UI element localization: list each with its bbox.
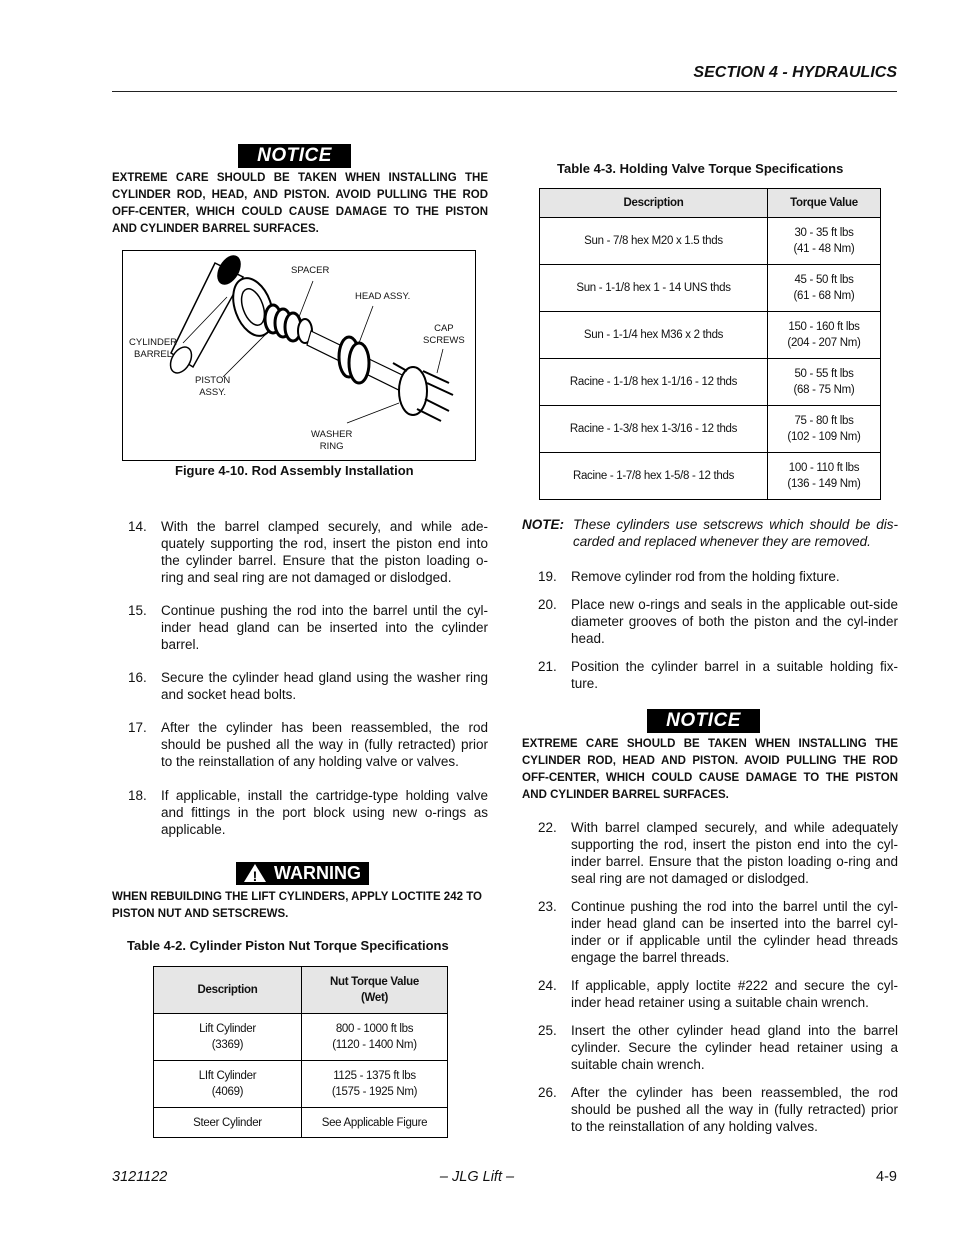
- note-text: These cylinders use setscrews which should be dis-carded and replaced whenever they are removed.: [573, 517, 898, 549]
- step-number: 16.: [128, 670, 147, 685]
- table-4-2: [153, 966, 448, 1138]
- step-text: Remove cylinder rod from the holding fixture.: [571, 569, 840, 584]
- step-number: 21.: [538, 659, 557, 674]
- table-cell: 150 - 160 ft lbs (204 - 207 Nm): [768, 312, 881, 359]
- table-cell: 1125 - 1375 ft lbs (1575 - 1925 Nm): [302, 1061, 448, 1108]
- table-header-row: [540, 189, 881, 218]
- step-number: 18.: [128, 788, 147, 803]
- table-cell: 75 - 80 ft lbs (102 - 109 Nm): [768, 406, 881, 453]
- table-row: [540, 265, 881, 312]
- table-row: [540, 312, 881, 359]
- table-4-3-caption: Table 4-3. Holding Valve Torque Specifications: [557, 161, 844, 176]
- table-4-3: [539, 188, 881, 500]
- table-header-cell: Torque Value: [768, 189, 881, 218]
- footer-center: – JLG Lift –: [439, 1169, 515, 1185]
- step-text: If applicable, apply loctite #222 and secure the cyl-inder head retainer using a suitable chain wrench.: [571, 978, 898, 1010]
- step-text: Insert the other cylinder head gland into the barrel cylinder. Secure the cylinder head retainer using a suitable chain wrench.: [571, 1023, 898, 1072]
- warning-label: [236, 862, 369, 885]
- label-piston-assy: PISTON ASSY.: [195, 375, 231, 398]
- step-number: 24.: [538, 978, 557, 993]
- warning-text: WHEN REBUILDING THE LIFT CYLINDERS, APPLY LOCTITE 242 TO PISTON NUT AND SETSCREWS.: [112, 891, 482, 920]
- figure-caption: Figure 4-10. Rod Assembly Installation: [175, 463, 414, 478]
- step-text: Continue pushing the rod into the barrel until the cyl-inder head gland can be inserted into the cylinder barrel.: [161, 603, 488, 652]
- page-number: 4-9: [876, 1169, 897, 1185]
- step-text: After the cylinder has been reassembled, the rod should be pushed all the way in (fully retracted) prior to the reinstallation of any holding valve or valves.: [161, 720, 488, 769]
- table-4-2-caption: Table 4-2. Cylinder Piston Nut Torque Specifications: [127, 938, 449, 953]
- step-number: 23.: [538, 899, 557, 914]
- table-header-row: [154, 967, 448, 1014]
- table-row: [154, 1108, 448, 1138]
- table-row: [540, 359, 881, 406]
- step-text: Position the cylinder barrel in a suitable holding fix-ture.: [571, 659, 898, 691]
- table-cell: 30 - 35 ft lbs (41 - 48 Nm): [768, 218, 881, 265]
- header-rule: [112, 91, 897, 92]
- table-cell: 50 - 55 ft lbs (68 - 75 Nm): [768, 359, 881, 406]
- step-number: 25.: [538, 1023, 557, 1038]
- table-row: [154, 1014, 448, 1061]
- table-cell: Steer Cylinder: [154, 1108, 302, 1138]
- table-cell: Racine - 1-7/8 hex 1-5/8 - 12 thds: [540, 453, 768, 500]
- label-cylinder-barrel: CYLINDER BARREL: [129, 337, 178, 360]
- section-title: SECTION 4 - HYDRAULICS: [693, 64, 897, 81]
- note-label: NOTE:: [522, 517, 564, 532]
- table-header-cell: Nut Torque Value (Wet): [302, 967, 448, 1014]
- notice-text-left: EXTREME CARE SHOULD BE TAKEN WHEN INSTALLING THE CYLINDER ROD, HEAD, AND PISTON. AVOID PULLING THE ROD OFF-CENTER, WHICH COULD CAUSE DAMAGE TO THE PISTON AND CYLINDER BARREL SURFACES.: [112, 172, 488, 235]
- step-text: If applicable, install the cartridge-type holding valve and fittings in the port block using new o-rings as applicable.: [161, 788, 488, 837]
- label-washer-ring: WASHER RING: [311, 429, 353, 452]
- notice-label-right: NOTICE: [647, 709, 760, 733]
- table-cell: 800 - 1000 ft lbs (1120 - 1400 Nm): [302, 1014, 448, 1061]
- step-number: 14.: [128, 519, 147, 534]
- step-number: 26.: [538, 1085, 557, 1100]
- step-number: 17.: [128, 720, 147, 735]
- exclamation-icon: !: [252, 868, 258, 884]
- table-cell: Sun - 7/8 hex M20 x 1.5 thds: [540, 218, 768, 265]
- table-header-cell: Description: [154, 967, 302, 1014]
- table-cell: 45 - 50 ft lbs (61 - 68 Nm): [768, 265, 881, 312]
- step-text: Continue pushing the rod into the barrel until the cyl-inder head gland can be inserted into the barrel cyl-inder or if applicable until the cylinder head threads engage the barrel threads.: [571, 899, 898, 965]
- label-cap-screws: CAP SCREWS: [423, 323, 465, 346]
- notice-label-left: NOTICE: [238, 144, 351, 168]
- table-row: [540, 406, 881, 453]
- table-cell: Lift Cylinder (3369): [154, 1014, 302, 1061]
- rod-assembly-figure: [122, 250, 476, 461]
- table-header-cell: Description: [540, 189, 768, 218]
- step-text: With barrel clamped securely, and while adequately supporting the rod, insert the piston end into the cyl-inder barrel. Ensure that the piston loading o-ring and seal ring are not damaged or dislodged.: [571, 820, 898, 886]
- table-row: [154, 1061, 448, 1108]
- step-number: 15.: [128, 603, 147, 618]
- table-cell: Racine - 1-3/8 hex 1-3/16 - 12 thds: [540, 406, 768, 453]
- table-row: [540, 218, 881, 265]
- step-text: Place new o-rings and seals in the applicable out-side diameter grooves of both the piston and the cyl-inder head.: [571, 597, 898, 646]
- table-row: [540, 453, 881, 500]
- label-spacer: SPACER: [291, 265, 330, 276]
- label-head-assy: HEAD ASSY.: [355, 291, 411, 302]
- step-number: 19.: [538, 569, 557, 584]
- step-text: Secure the cylinder head gland using the washer ring and socket head bolts.: [161, 670, 488, 702]
- notice-text-right: EXTREME CARE SHOULD BE TAKEN WHEN INSTALLING THE CYLINDER ROD, HEAD AND PISTON. AVOID PULLING THE ROD OFF-CENTER, WHICH COULD CAUSE DAMAGE TO THE PISTON AND CYLINDER BARREL SURFACES.: [522, 738, 898, 801]
- table-cell: 100 - 110 ft lbs (136 - 149 Nm): [768, 453, 881, 500]
- table-cell: LIft Cylinder (4069): [154, 1061, 302, 1108]
- table-cell: Sun - 1-1/8 hex 1 - 14 UNS thds: [540, 265, 768, 312]
- doc-number: 3121122: [112, 1169, 168, 1185]
- step-text: With the barrel clamped securely, and while ade-quately supporting the rod, insert the piston end into the cylinder barrel. Ensure that the piston loading o-ring and seal ring are not damaged or dislodged.: [161, 519, 488, 585]
- warning-label-text: WARNING: [274, 863, 361, 883]
- step-text: After the cylinder has been reassembled, the rod should be pushed all the way in (fully retracted) prior to the reinstallation of any holding valves.: [571, 1085, 898, 1134]
- table-cell: See Applicable Figure: [302, 1108, 448, 1138]
- table-cell: Racine - 1-1/8 hex 1-1/16 - 12 thds: [540, 359, 768, 406]
- step-number: 20.: [538, 597, 557, 612]
- step-number: 22.: [538, 820, 557, 835]
- table-cell: Sun - 1-1/4 hex M36 x 2 thds: [540, 312, 768, 359]
